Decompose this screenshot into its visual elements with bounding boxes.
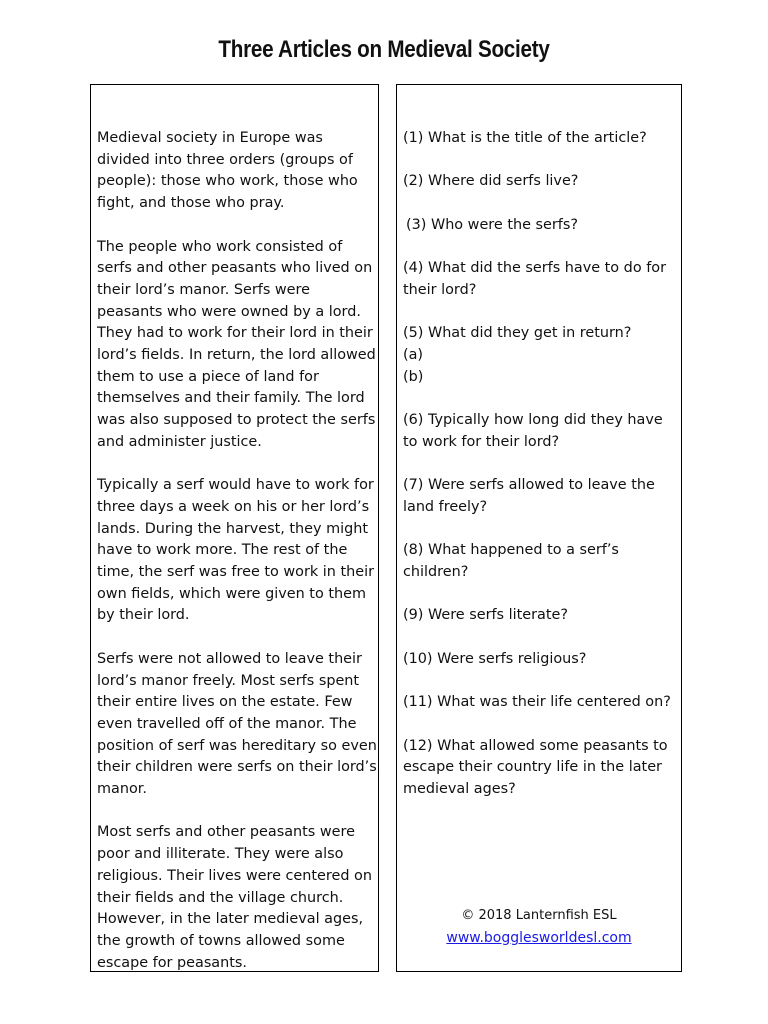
- questions-list: [403, 128, 679, 822]
- question-2: (2) Where did serfs live?: [403, 173, 579, 190]
- article-paragraph-3: Typically a serf would have to work for three days a week on his or her lord’s lands. During the harvest, they might have to work more. The rest of the time, the serf was free to work in their own fields, which were given to them by their lord.: [97, 477, 375, 624]
- footer: [396, 905, 682, 950]
- question-5b: (b): [403, 368, 424, 385]
- question-7: (7) Were serfs allowed to leave the land freely?: [403, 477, 655, 515]
- website-link[interactable]: www.bogglesworldesl.com: [446, 930, 632, 946]
- article-text: [97, 128, 379, 996]
- question-10: (10) Were serfs religious?: [403, 650, 587, 667]
- question-4: (4) What did the serfs have to do for their lord?: [403, 260, 666, 298]
- question-5: (5) What did they get in return?: [403, 325, 632, 342]
- question-8: (8) What happened to a serf’s children?: [403, 542, 619, 580]
- copyright-text: © 2018 Lanternfish ESL: [461, 908, 617, 923]
- question-6: (6) Typically how long did they have to work for their lord?: [403, 412, 663, 450]
- article-paragraph-2: The people who work consisted of serfs and other peasants who lived on their lord’s manor. Serfs were peasants who were owned by a lord. They had to work for their lord in their lord’s fields. In return, the lord allowed them to use a piece of land for themselves and their family. The lord was also supposed to protect the serfs and administer justice.: [97, 238, 376, 450]
- question-1: (1) What is the title of the article?: [403, 130, 647, 146]
- question-11: (11) What was their life centered on?: [403, 694, 671, 711]
- question-3: (3) Who were the serfs?: [406, 216, 578, 233]
- article-paragraph-5: Most serfs and other peasants were poor and illiterate. They were also religious. Their lives were centered on their fields and the village church. However, in the later medieval ages, the growth of towns allowed some escape for peasants.: [97, 824, 372, 971]
- article-paragraph-1: Medieval society in Europe was divided into three orders (groups of people): those who work, those who fight, and those who pray.: [97, 130, 358, 212]
- question-12: (12) What allowed some peasants to escape their country life in the later medieval ages?: [403, 737, 668, 797]
- question-9: (9) Were serfs literate?: [403, 607, 568, 624]
- question-5a: (a): [403, 346, 424, 363]
- page-title: Three Articles on Medieval Society: [218, 36, 550, 63]
- article-paragraph-4: Serfs were not allowed to leave their lord’s manor freely. Most serfs spent their entire lives on the estate. Few even travelled off of the manor. The position of serf was hereditary so even their children were serfs on their lord’s manor.: [97, 650, 377, 798]
